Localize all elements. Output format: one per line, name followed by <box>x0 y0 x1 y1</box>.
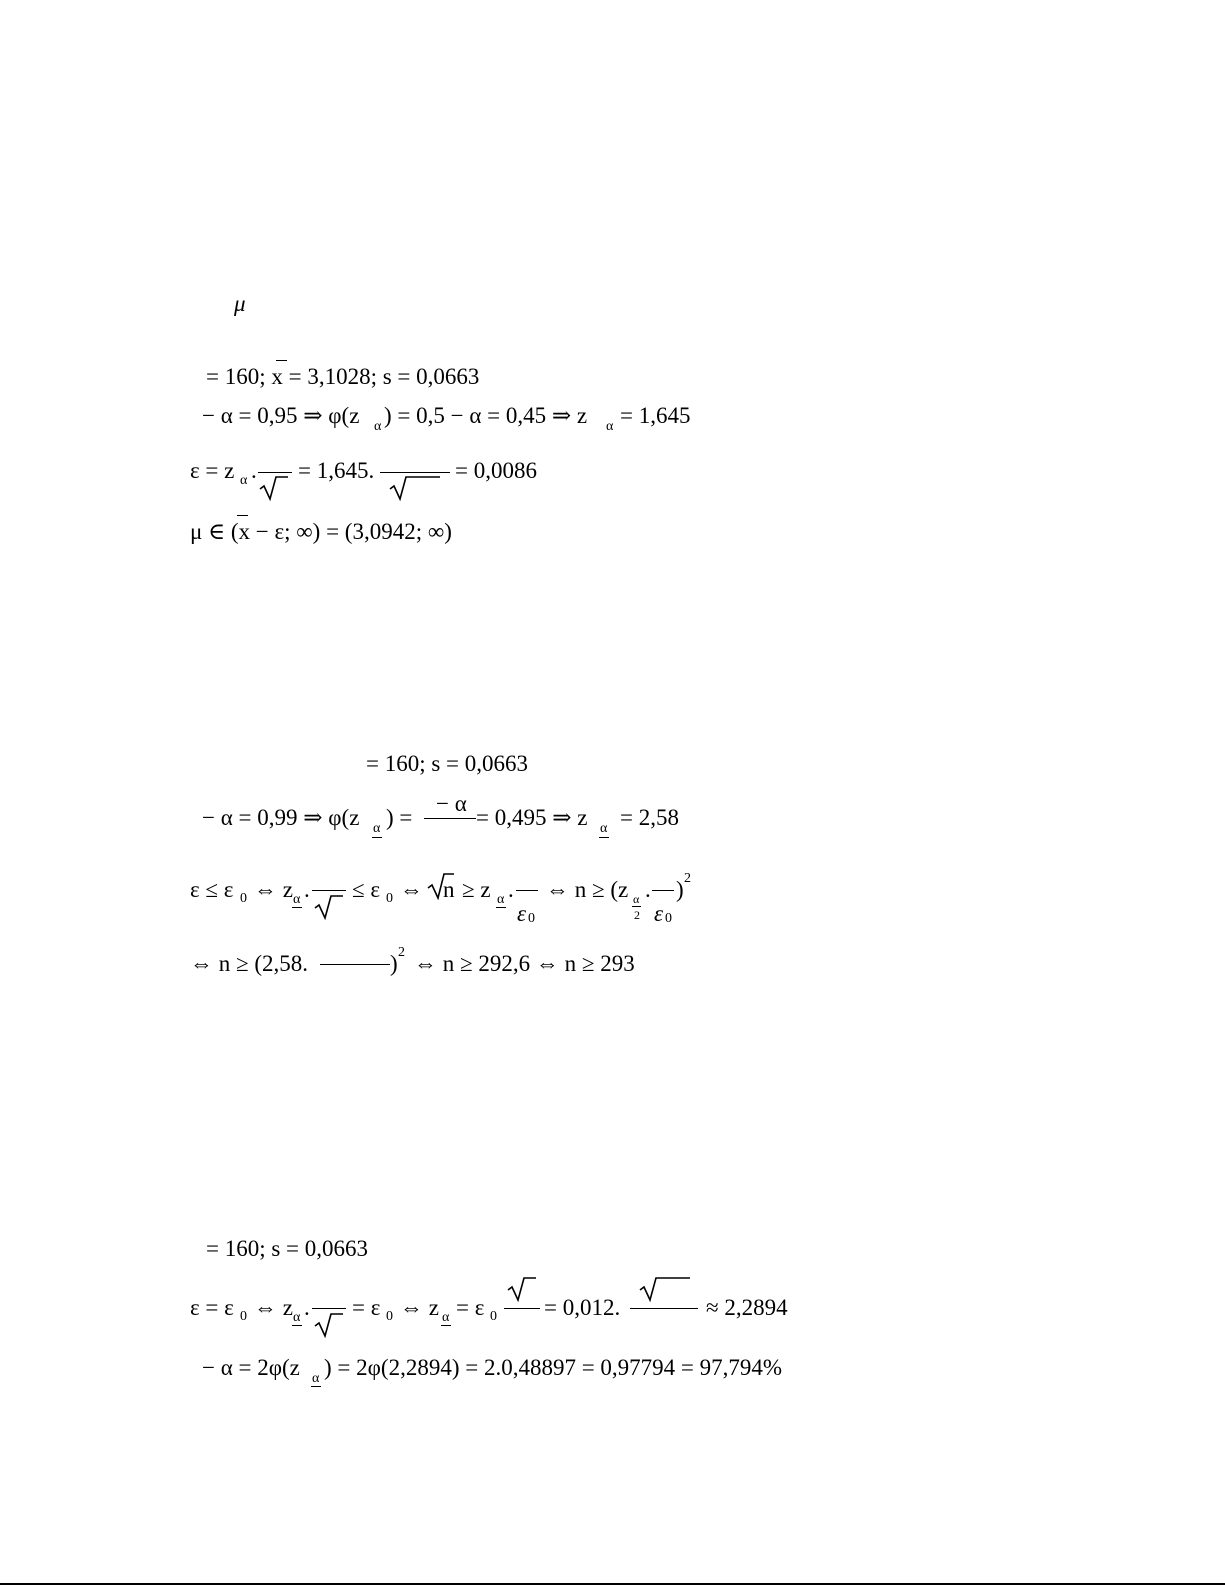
s2-eps-n: n <box>443 877 455 902</box>
s2-eps-sub1: 0 <box>386 891 393 906</box>
s1-eps-b: . <box>251 458 257 483</box>
s1-frac-bar-2 <box>380 472 450 473</box>
s2-eps-a: ε ≤ ε <box>190 877 234 902</box>
s2-result-c: ⇔ n ≥ 292,6 ⇔ n ≥ 293 <box>414 951 635 976</box>
s3-frac-bar-1 <box>312 1308 346 1309</box>
s3-frac-bar-2 <box>504 1308 540 1309</box>
s3-conf-a: − α = 2φ(z <box>202 1355 300 1380</box>
s3-eq-sub1: 0 <box>386 1309 393 1324</box>
s1-alpha-line-b: ) = 0,5 − α = 0,45 ⇒ z <box>384 403 588 428</box>
s3-conf-sub-underline <box>311 1386 321 1387</box>
s3-eq-sub2: α <box>442 1310 450 1325</box>
s2-alpha-num: − α <box>436 791 467 816</box>
s3-given-values: = 160; s = 0,0663 <box>206 1236 369 1261</box>
s3-eq-h: ≈ 2,2894 <box>706 1295 788 1320</box>
s2-alpha-c: = 0,495 ⇒ z <box>476 805 588 830</box>
s2-result-a: ⇔ n ≥ (2,58. <box>190 951 309 976</box>
s2-eps-sub2: α <box>497 892 505 907</box>
s2-alpha-sub: α <box>373 821 381 836</box>
s3-eq-g: = 0,012. <box>544 1295 621 1320</box>
sqrt-icon <box>313 894 343 920</box>
s3-eq-a: ε = ε <box>190 1295 234 1320</box>
s2-frac-bar-3 <box>516 890 538 891</box>
s1-eps-d: = 0,0086 <box>455 458 537 483</box>
s1-eps-a: ε = z <box>190 458 235 483</box>
s2-eps-sub2-underline <box>496 907 506 908</box>
sqrt-icon <box>506 1276 536 1302</box>
s1-xbar-overline <box>276 360 287 361</box>
s2-eps-f: ≥ z <box>462 877 491 902</box>
s1-alpha-sub2: α <box>606 419 614 434</box>
s2-result-b: ) <box>390 951 398 976</box>
s1-alpha-line-a: − α = 0,95 ⇒ φ(z <box>202 403 360 428</box>
s3-eq-sub0: 0 <box>240 1309 247 1324</box>
sqrt-icon <box>638 1276 690 1302</box>
s2-eps-den: ε <box>517 901 527 926</box>
s2-eps-den2: ε <box>654 901 664 926</box>
s2-eps-e: ⇔ <box>400 877 423 902</box>
s1-frac-bar-1 <box>258 472 292 473</box>
s3-eq-c: . <box>304 1295 310 1320</box>
s2-eps-sub3: α <box>633 892 640 906</box>
s3-eq-sub-underline <box>292 1325 302 1326</box>
s3-conf-sub: α <box>312 1371 320 1386</box>
s3-eq-sub3: 0 <box>490 1309 497 1324</box>
s2-alpha-b: ) = <box>386 805 413 830</box>
s2-eps-sup: 2 <box>684 871 691 886</box>
s2-eps-sub0: 0 <box>240 891 247 906</box>
s2-eps-c: . <box>304 877 310 902</box>
s3-frac-bar-3 <box>630 1308 698 1309</box>
s2-frac-bar-4 <box>652 890 674 891</box>
s2-eps-sub: α <box>293 892 301 907</box>
s3-eq-f: = ε <box>456 1295 485 1320</box>
s2-alpha-d: = 2,58 <box>620 805 679 830</box>
s1-alpha-sub: α <box>374 419 382 434</box>
s1-given-values: = 160; x = 3,1028; s = 0,0663 <box>206 364 480 389</box>
s1-interval: μ ∈ (x − ε; ∞) = (3,0942; ∞) <box>190 519 452 544</box>
s2-eps-b: ⇔ z <box>254 877 293 902</box>
s1-eps-sub: α <box>240 473 248 488</box>
s2-eps-j: ) <box>676 877 684 902</box>
mu-symbol: μ <box>234 291 246 316</box>
s2-alpha-sub2: α <box>600 821 608 836</box>
s2-eps-densub: 0 <box>528 911 535 926</box>
s2-given-values: = 160; s = 0,0663 <box>366 751 529 776</box>
s2-alpha-sub-underline <box>372 837 382 838</box>
sqrt-icon <box>258 475 288 501</box>
s2-alpha-a: − α = 0,99 ⇒ φ(z <box>202 805 360 830</box>
s2-result-sup: 2 <box>398 945 405 960</box>
s2-eps-den2sub: 0 <box>665 911 672 926</box>
s2-eps-i: . <box>645 877 651 902</box>
s3-eq-sub2-underline <box>441 1325 451 1326</box>
s2-alpha-sub2-underline <box>599 837 609 838</box>
s3-eq-e: ⇔ z <box>400 1295 439 1320</box>
s2-eps-g: . <box>508 877 514 902</box>
s2-eps-two: 2 <box>634 908 640 922</box>
s2-frac-bar-1 <box>424 818 476 819</box>
s3-eq-sub: α <box>293 1310 301 1325</box>
s3-eq-b: ⇔ z <box>254 1295 293 1320</box>
s1-eps-c: = 1,645. <box>298 458 375 483</box>
s2-eps-sub-underline <box>292 907 302 908</box>
sqrt-icon <box>388 475 440 501</box>
s3-conf-b: ) = 2φ(2,2894) = 2.0,48897 = 0,97794 = 97,794% <box>324 1355 783 1380</box>
s3-eq-d: = ε <box>352 1295 381 1320</box>
s2-eps-d: ≤ ε <box>352 877 381 902</box>
s1-interval-xbar-overline <box>237 515 248 516</box>
s2-eps-h: ⇔ n ≥ (z <box>546 877 629 902</box>
s2-frac-bar-5 <box>320 964 390 965</box>
s1-alpha-line-c: = 1,645 <box>620 403 691 428</box>
s2-frac-bar-2 <box>312 890 346 891</box>
sqrt-icon <box>313 1312 343 1338</box>
